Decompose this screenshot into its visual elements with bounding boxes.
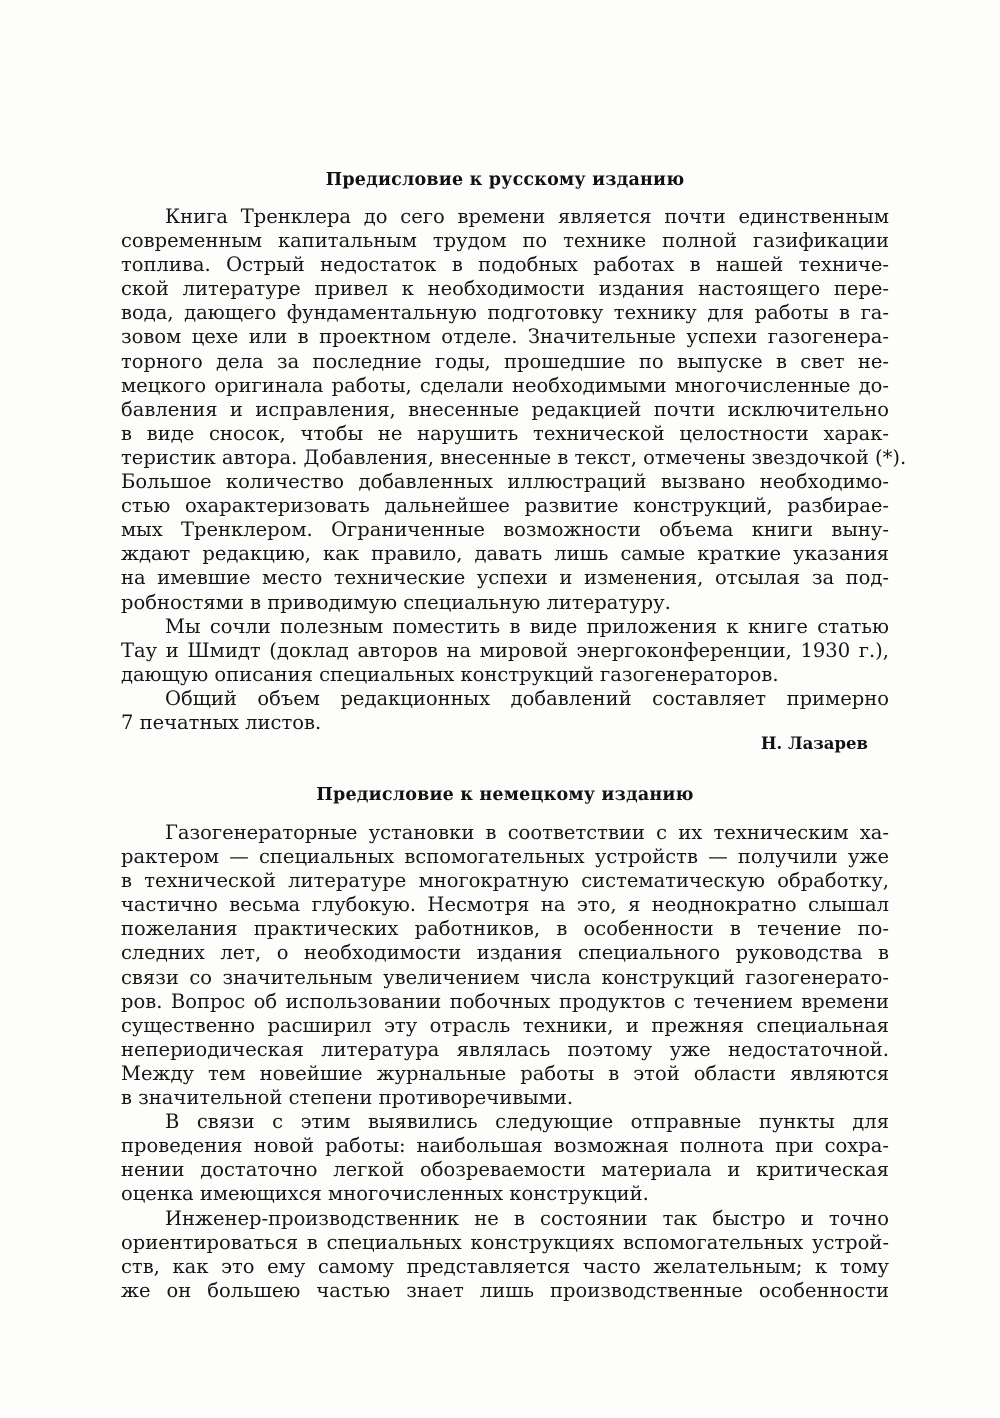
- text-line: непериодическая литература являлась поэтому уже недостаточной.: [121, 1037, 889, 1061]
- text-line: на имевшие место технические успехи и изменения, отсылая за под-: [121, 566, 889, 590]
- text-line: зовом цехе или в проектном отделе. Значительные успехи газогенера-: [121, 325, 889, 349]
- text-line: дающую описания специальных конструкций газогенераторов.: [121, 662, 779, 686]
- text-line: Книга Тренклера до сего времени является почти единственным: [165, 205, 889, 228]
- text-line: связи со значительным увеличением числа конструкций газогенерато-: [121, 965, 889, 989]
- text-line: ров. Вопрос об использовании побочных продуктов с течением времени: [121, 989, 889, 1013]
- text-line: рактером — специальных вспомогательных устройств — получили уже: [121, 845, 889, 869]
- text-line: проведения новой работы: наибольшая возможная полнота при сохра-: [121, 1134, 889, 1158]
- text-line: робностями в приводимую специальную литературу.: [121, 590, 671, 614]
- text-line: Общий объем редакционных добавлений составляет примерно: [165, 686, 889, 710]
- text-line: частично весьма глубокую. Несмотря на это, я неоднократно слышал: [121, 893, 889, 917]
- text-line: пожелания практических работников, в особенности в течение по-: [121, 917, 889, 941]
- text-line: в технической литературе многократную систематическую обработку,: [121, 869, 889, 893]
- text-line: вода, дающего фундаментальную подготовку технику для работы в га-: [121, 301, 889, 325]
- ru-preface-title: Предисловие к русскому изданию: [325, 170, 685, 190]
- text-line: мецкого оригинала работы, сделали необходимыми многочисленные до-: [121, 373, 889, 397]
- text-line: теристик автора. Добавления, внесенные в текст, отмечены звездочкой (*).: [121, 445, 907, 469]
- text-line: Инженер-производственник не в состоянии так быстро и точно: [165, 1206, 889, 1230]
- text-line: стью охарактеризовать дальнейшее развитие конструкций, разбирае-: [121, 494, 889, 518]
- text-line: в виде сносок, чтобы не нарушить технической целостности харак-: [121, 421, 889, 445]
- text-line: существенно расширил эту отрасль техники, и прежняя специальная: [121, 1013, 889, 1037]
- text-line: Мы сочли полезным поместить в виде приложения к книге статью: [165, 614, 889, 638]
- text-line: мых Тренклером. Ограниченные возможности объема книги выну-: [121, 518, 889, 542]
- text-line: нении достаточно легкой обозреваемости материала и критическая: [121, 1158, 889, 1182]
- de-preface-title: Предисловие к немецкому изданию: [316, 785, 694, 805]
- text-line: ориентироваться в специальных конструкциях вспомогательных устрой-: [121, 1230, 889, 1254]
- text-line: 7 печатных листов.: [121, 710, 322, 734]
- text-line: торного дела за последние годы, прошедшие по выпуске в свет не-: [121, 349, 889, 373]
- text-line: топлива. Острый недостаток в подобных работах в нашей техниче-: [121, 253, 889, 277]
- text-line: Газогенераторные установки в соответствии с их техническим ха-: [165, 821, 889, 844]
- text-line: следних лет, о необходимости издания специального руководства в: [121, 941, 889, 965]
- text-line: оценка имеющихся многочисленных конструкций.: [121, 1182, 649, 1206]
- text-line: ждают редакцию, как правило, давать лишь самые краткие указания: [121, 542, 889, 566]
- text-line: ств, как это ему самому представляется часто желательным; к тому: [121, 1254, 889, 1278]
- ru-preface-body: [121, 205, 907, 735]
- text-line: в значительной степени противоречивыми.: [121, 1086, 574, 1110]
- text-line: бавления и исправления, внесенные редакцией почти исключительно: [121, 397, 889, 421]
- signature: Н. Лазарев: [760, 734, 868, 753]
- text-line: Большое количество добавленных иллюстраций вызвано необходимо-: [121, 470, 889, 494]
- text-line: Между тем новейшие журнальные работы в этой области являются: [121, 1061, 889, 1085]
- text-line: ской литературе привел к необходимости издания настоящего пере-: [121, 277, 889, 301]
- text-line: В связи с этим выявились следующие отправные пункты для: [165, 1110, 889, 1134]
- text-line: современным капитальным трудом по технике полной газификации: [121, 229, 889, 253]
- text-line: Тау и Шмидт (доклад авторов на мировой энергоконференции, 1930 г.),: [121, 638, 889, 662]
- de-preface-body: [121, 821, 889, 1303]
- text-line: же он большею частью знает лишь производственные особенности: [121, 1278, 889, 1302]
